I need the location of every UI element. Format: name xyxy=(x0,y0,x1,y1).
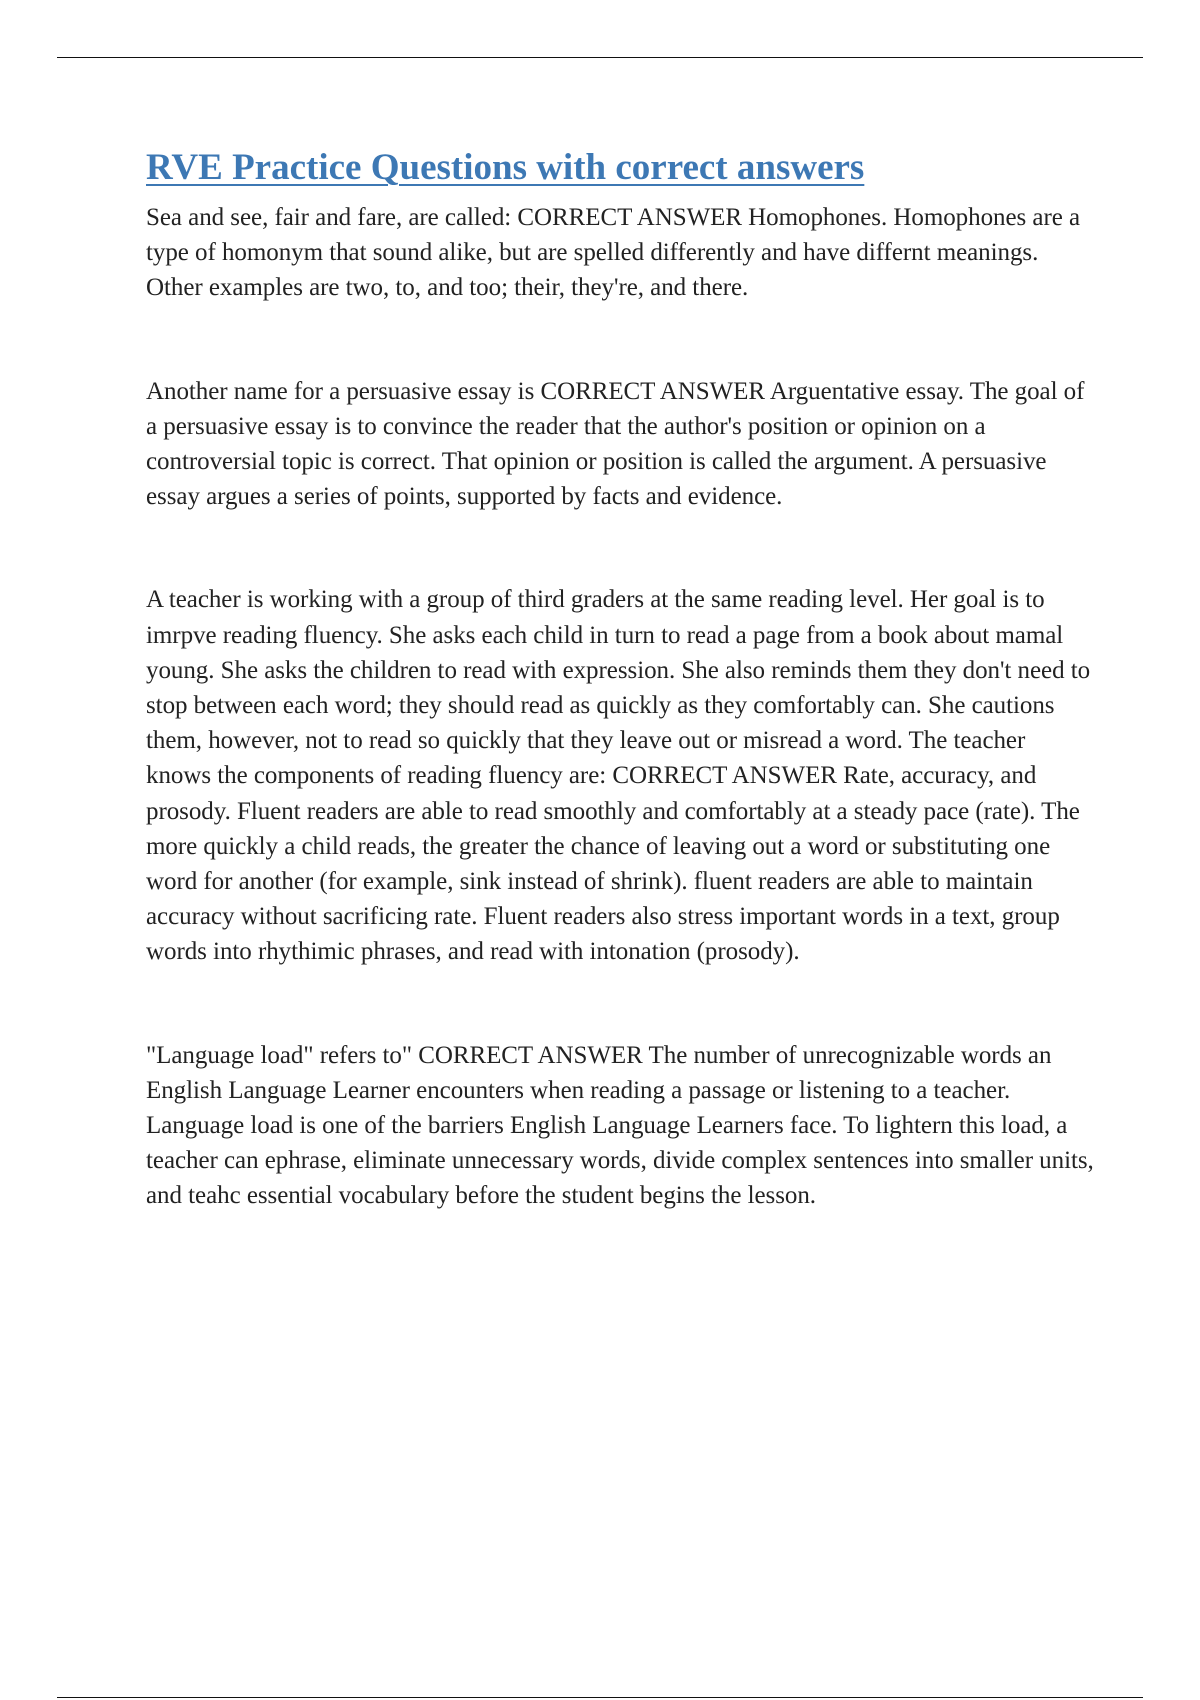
document-body xyxy=(146,140,1096,1214)
qa-entry-persuasive-essay: Another name for a persuasive essay is CORRECT ANSWER Arguentative essay. The goal of a persuasive essay is to convince the reader that the author's position or opinion on a controversial topic is correct. That opinion or position is called the argument. A persuasive essay argues a series of points, supported by facts and evidence. xyxy=(146,377,1085,511)
document-title: RVE Practice Questions with correct answers xyxy=(146,147,865,188)
qa-entry-reading-fluency: A teacher is working with a group of third graders at the same reading level. Her goal is to imrpve reading fluency. She asks each child in turn to read a page from a book about mamal young. She asks the children to read with expression. She also reminds them they don't need to stop between each word; they should read as quickly as they comfortably can. She cautions them, however, not to read so quickly that they leave out or misread a word. The teacher knows the components of reading fluency are: CORRECT ANSWER Rate, accuracy, and prosody. Fluent readers are able to read smoothly and comfortably at a steady pace (rate). The more quickly a child reads, the greater the chance of leaving out a word or substituting one word for another (for example, sink instead of shrink). fluent readers are able to maintain accuracy without sacrificing rate. Fluent readers also stress important words in a text, group words into rhythimic phrases, and read with intonation (prosody). xyxy=(146,586,1091,966)
qa-entry-language-load: "Language load" refers to" CORRECT ANSWER The number of unrecognizable words an English Language Learner encounters when reading a passage or listening to a teacher. Language load is one of the barriers English Language Learners face. To lightern this load, a teacher can ephrase, eliminate unnecessary words, divide complex sentences into smaller units, and teahc essential vocabulary before the student begins the lesson. xyxy=(146,1041,1094,1210)
header-rule xyxy=(57,57,1143,58)
qa-entry-homophones: Sea and see, fair and fare, are called: CORRECT ANSWER Homophones. Homophones are a type of homonym that sound alike, but are spelled differently and have differnt meanings. Other examples are two, to, and too; their, they're, and there. xyxy=(146,204,1081,302)
footer-rule xyxy=(57,1697,1143,1698)
